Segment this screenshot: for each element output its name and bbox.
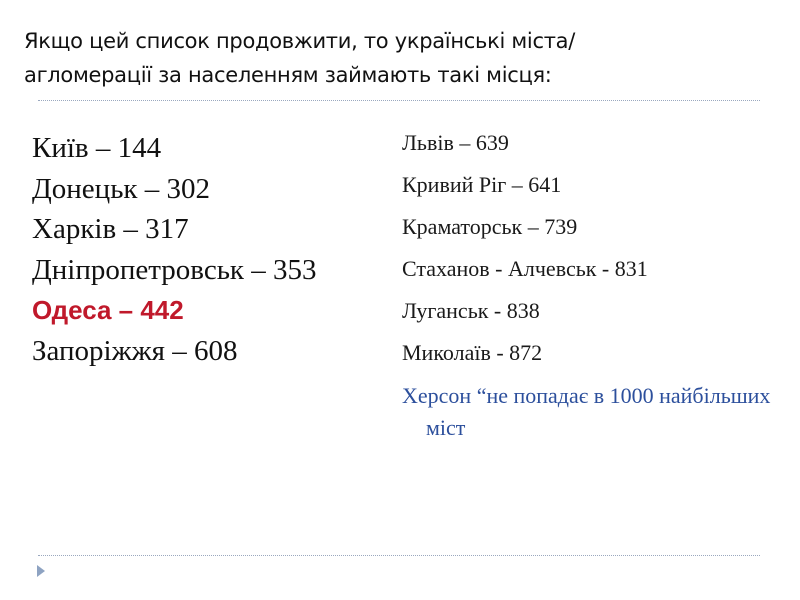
top-divider <box>38 100 760 101</box>
city-item-kherson-note: Херсон “не попадає в 1000 найбільших міст <box>402 383 771 440</box>
slide-title <box>24 24 764 92</box>
city-item-stakhanov-alchevsk: Стаханов - Алчевськ - 831 <box>402 256 648 281</box>
city-item-kramatorsk: Краматорськ – 739 <box>402 214 578 239</box>
city-item-mykolaiv: Миколаїв - 872 <box>402 340 543 365</box>
title-line-1: Якщо цей список продовжити, то українські міста/ <box>24 29 575 53</box>
city-item-dnipropetrovsk: Дніпропетровськ – 353 <box>32 253 317 286</box>
city-item-donetsk: Донецьк – 302 <box>32 172 211 205</box>
city-item-kryvyi-rih: Кривий Ріг – 641 <box>402 172 562 197</box>
city-item-odesa-highlighted: Одеса – 442 <box>32 295 184 325</box>
city-item-kyiv: Київ – 144 <box>32 132 162 164</box>
city-item-kharkiv: Харків – 317 <box>32 213 189 245</box>
right-city-list <box>402 122 772 444</box>
city-item-lviv: Львів – 639 <box>402 130 509 155</box>
left-city-list <box>32 128 317 371</box>
title-line-2: агломерації за населенням займають такі місця: <box>24 63 552 87</box>
city-item-zaporizhzhia: Запоріжжя – 608 <box>32 334 238 367</box>
bottom-divider <box>38 555 760 556</box>
city-item-luhansk: Луганськ - 838 <box>402 298 540 323</box>
triangle-right-icon[interactable] <box>37 565 45 577</box>
